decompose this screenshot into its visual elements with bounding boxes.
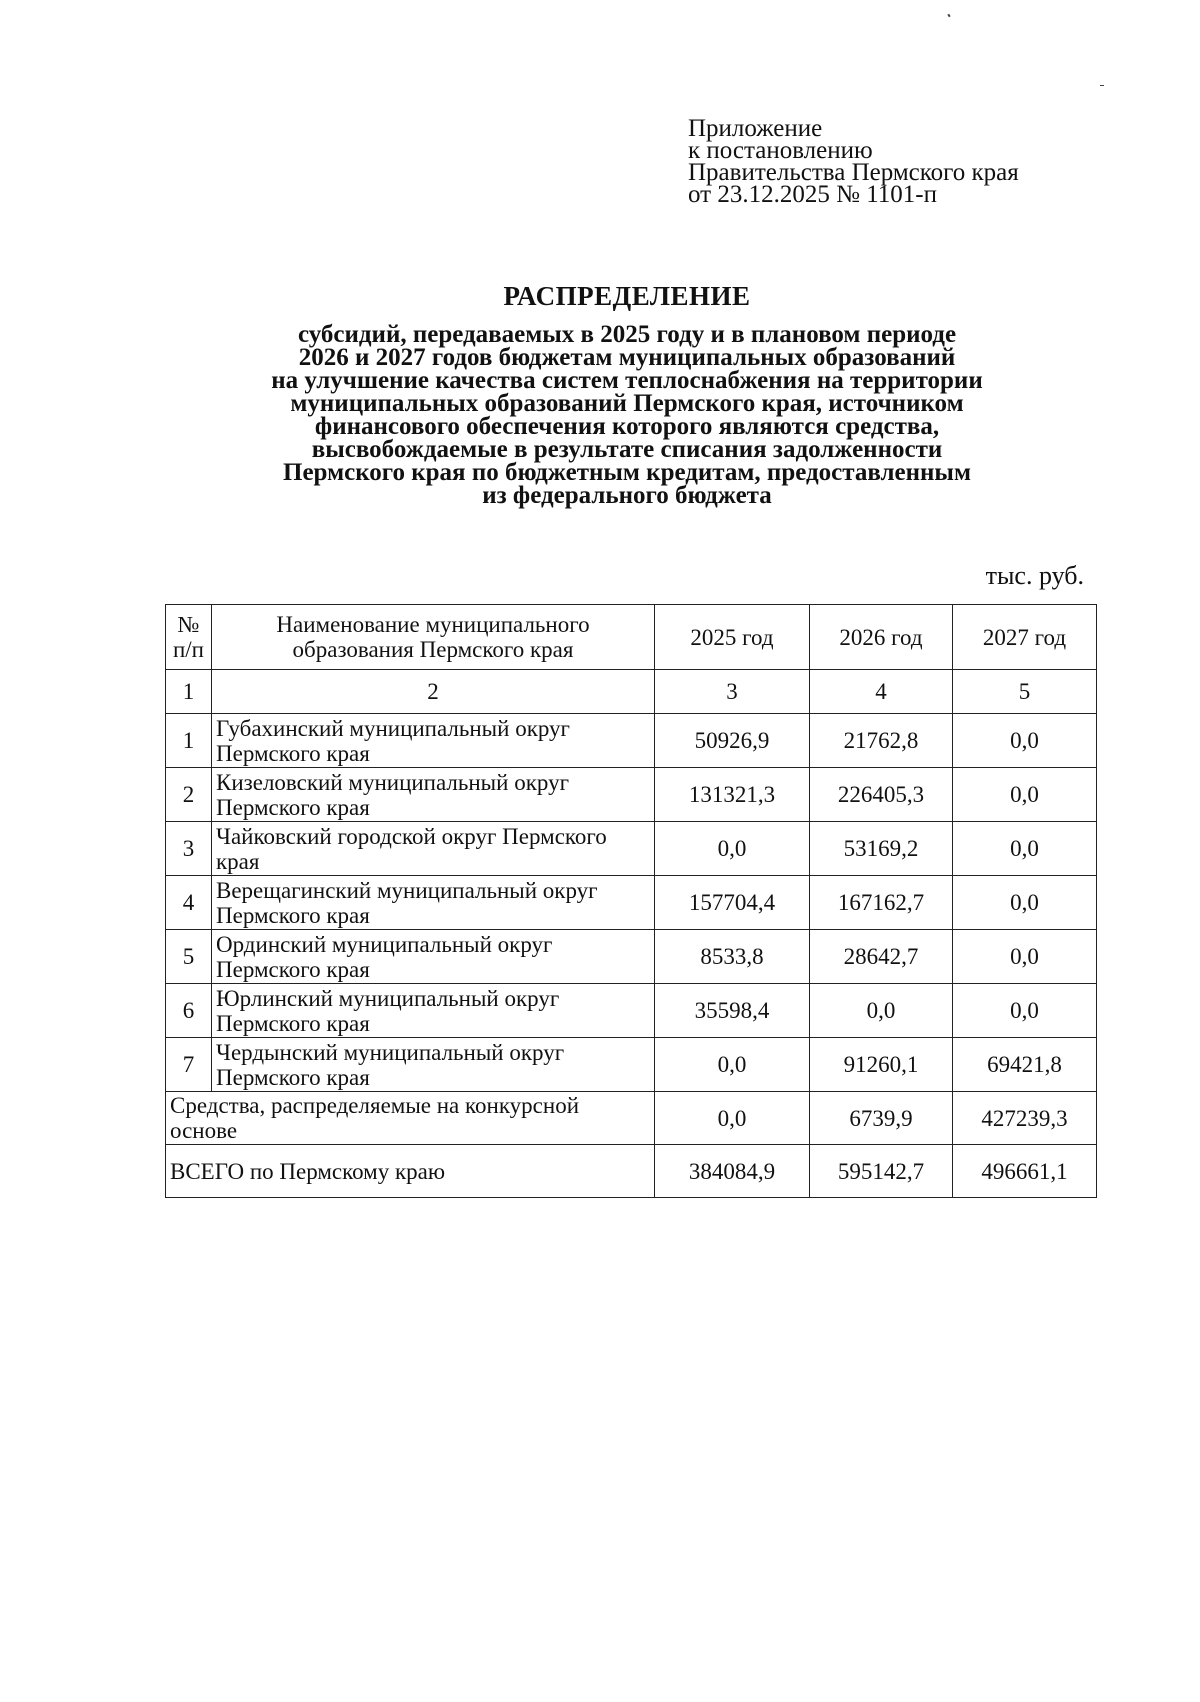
header-2025: 2025 год: [655, 605, 810, 670]
units-label: тыс. руб.: [985, 561, 1084, 590]
subtitle-line: финансового обеспечения которого являются средства,: [314, 413, 940, 440]
value-2026: 0,0: [810, 984, 953, 1038]
value-2025: 131321,3: [655, 768, 810, 822]
total-2026: 595142,7: [810, 1145, 953, 1198]
column-index: 2: [212, 670, 655, 714]
subtitle-line: муниципальных образований Пермского края, источником: [290, 390, 964, 417]
value-2026: 91260,1: [810, 1038, 953, 1092]
competitive-funds-label: Средства, распределяемые на конкурсной основе: [166, 1092, 655, 1145]
table-header-row: [166, 605, 1097, 670]
value-2027: 0,0: [953, 984, 1097, 1038]
municipality-name: Юрлинский муниципальный округ Пермского края: [212, 984, 655, 1038]
value-2027: 0,0: [953, 930, 1097, 984]
municipality-name: Ординский муниципальный округ Пермского края: [212, 930, 655, 984]
municipality-name: Чердынский муниципальный округ Пермского края: [212, 1038, 655, 1092]
value-2027: 0,0: [953, 768, 1097, 822]
subtitle-line: субсидий, передаваемых в 2025 году и в плановом периоде: [297, 321, 957, 348]
municipality-name: Кизеловский муниципальный округ Пермского края: [212, 768, 655, 822]
total-2025: 384084,9: [655, 1145, 810, 1198]
header-num: № п/п: [166, 605, 212, 670]
subtitle-line: на улучшение качества систем теплоснабжения на территории: [271, 367, 983, 394]
row-number: 7: [166, 1038, 212, 1092]
value-2025: 35598,4: [655, 984, 810, 1038]
value-2027: 427239,3: [953, 1092, 1097, 1145]
total-2027: 496661,1: [953, 1145, 1097, 1198]
row-number: 2: [166, 768, 212, 822]
total-row: [166, 1145, 1097, 1198]
column-index: 4: [810, 670, 953, 714]
table-row: [166, 930, 1097, 984]
value-2026: 21762,8: [810, 714, 953, 768]
value-2025: 0,0: [655, 1038, 810, 1092]
total-label: ВСЕГО по Пермскому краю: [166, 1145, 655, 1198]
subtitle-line: 2026 и 2027 годов бюджетам муниципальных образований: [298, 344, 956, 371]
row-number: 4: [166, 876, 212, 930]
value-2027: 0,0: [953, 822, 1097, 876]
table-row: [166, 984, 1097, 1038]
document-subtitle: [0, 323, 1200, 507]
value-2027: 69421,8: [953, 1038, 1097, 1092]
municipality-name: Чайковский городской округ Пермского края: [212, 822, 655, 876]
value-2025: 0,0: [655, 822, 810, 876]
row-number: 1: [166, 714, 212, 768]
table-row: [166, 714, 1097, 768]
table-row: [166, 1038, 1097, 1092]
header-2026: 2026 год: [810, 605, 953, 670]
appendix-line: Правительства Пермского края: [688, 159, 1019, 186]
table-row: [166, 876, 1097, 930]
header-2027: 2027 год: [953, 605, 1097, 670]
row-number: 3: [166, 822, 212, 876]
scan-speck: [947, 14, 950, 18]
value-2026: 53169,2: [810, 822, 953, 876]
subtitle-line: Пермского края по бюджетным кредитам, предоставленным: [283, 459, 971, 486]
value-2027: 0,0: [953, 714, 1097, 768]
value-2026: 167162,7: [810, 876, 953, 930]
value-2025: 8533,8: [655, 930, 810, 984]
value-2026: 6739,9: [810, 1092, 953, 1145]
document-title: РАСПРЕДЕЛЕНИЕ: [503, 281, 751, 311]
column-index: 1: [166, 670, 212, 714]
header-name: Наименование муниципального образования Пермского края: [212, 605, 655, 670]
municipality-name: Губахинский муниципальный округ Пермского края: [212, 714, 655, 768]
appendix-block: [688, 115, 1019, 208]
column-index-row: [166, 670, 1097, 714]
row-number: 6: [166, 984, 212, 1038]
value-2025: 157704,4: [655, 876, 810, 930]
table-row: [166, 822, 1097, 876]
subtitle-line: высвобождаемые в результате списания задолженности: [311, 436, 943, 463]
subtitle-line: из федерального бюджета: [482, 482, 772, 509]
value-2026: 226405,3: [810, 768, 953, 822]
value-2027: 0,0: [953, 876, 1097, 930]
appendix-line: Приложение: [688, 115, 823, 142]
competitive-funds-row: [166, 1092, 1097, 1145]
value-2025: 50926,9: [655, 714, 810, 768]
appendix-line: к постановлению: [688, 137, 873, 164]
appendix-line: от 23.12.2025 № 1101-п: [688, 181, 937, 208]
municipality-name: Верещагинский муниципальный округ Пермского края: [212, 876, 655, 930]
column-index: 3: [655, 670, 810, 714]
distribution-table: [165, 604, 1097, 1198]
column-index: 5: [953, 670, 1097, 714]
scan-speck: [1100, 85, 1104, 86]
row-number: 5: [166, 930, 212, 984]
table-row: [166, 768, 1097, 822]
value-2026: 28642,7: [810, 930, 953, 984]
value-2025: 0,0: [655, 1092, 810, 1145]
